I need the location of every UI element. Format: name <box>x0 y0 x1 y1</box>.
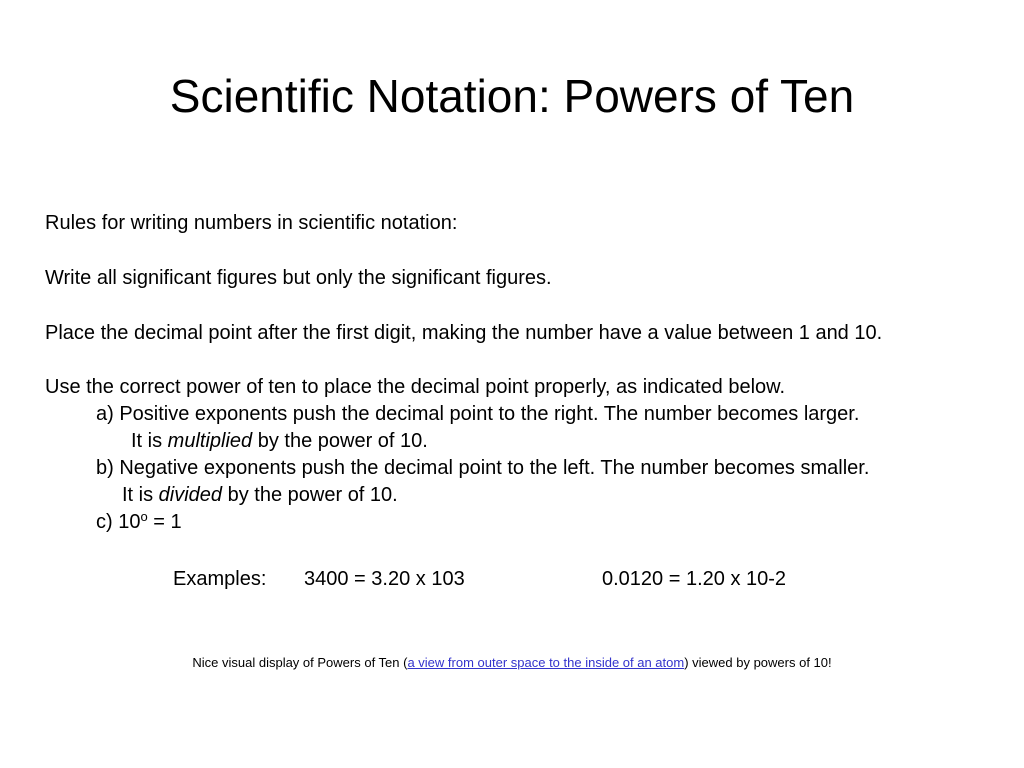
rule-item-c-exponent: o <box>140 509 148 524</box>
powers-of-ten-link[interactable]: a view from outer space to the inside of an atom <box>407 655 685 670</box>
rule-significant-figures: Write all significant figures but only the significant figures. <box>45 267 552 289</box>
footer-note <box>0 654 1024 672</box>
rule-item-b-detail <box>122 482 398 509</box>
footer-suffix: ) viewed by powers of 10! <box>684 655 832 670</box>
rules-intro: Rules for writing numbers in scientific notation: <box>45 212 458 234</box>
example-positive-exponent: 3400 = 3.20 x 103 <box>304 568 465 590</box>
examples-label: Examples: <box>173 568 267 590</box>
page-title: Scientific Notation: Powers of Ten <box>169 70 855 122</box>
rule-item-a: a) Positive exponents push the decimal point to the right. The number becomes larger. <box>96 403 860 425</box>
rule-item-b-emphasis: divided <box>158 484 223 506</box>
rule-item-a-detail-suffix: by the power of 10. <box>252 430 428 452</box>
example-negative-exponent: 0.0120 = 1.20 x 10-2 <box>602 568 787 590</box>
rule-item-c-suffix: = 1 <box>147 511 182 533</box>
rule-decimal-point: Place the decimal point after the first digit, making the number have a value between 1 and 10. <box>45 322 883 344</box>
rule-item-a-detail <box>131 428 428 455</box>
rule-item-b-detail-suffix: by the power of 10. <box>222 484 398 506</box>
rule-item-b: b) Negative exponents push the decimal point to the left. The number becomes smaller. <box>96 457 870 479</box>
rule-item-a-detail-prefix: It is <box>131 430 168 452</box>
rule-item-c-prefix: c) 10 <box>96 511 141 533</box>
rule-item-c <box>96 509 182 536</box>
rule-power-of-ten: Use the correct power of ten to place the decimal point properly, as indicated below. <box>45 376 786 398</box>
rule-item-a-emphasis: multiplied <box>167 430 253 452</box>
footer-prefix: Nice visual display of Powers of Ten ( <box>192 655 408 670</box>
rule-item-b-detail-prefix: It is <box>122 484 159 506</box>
